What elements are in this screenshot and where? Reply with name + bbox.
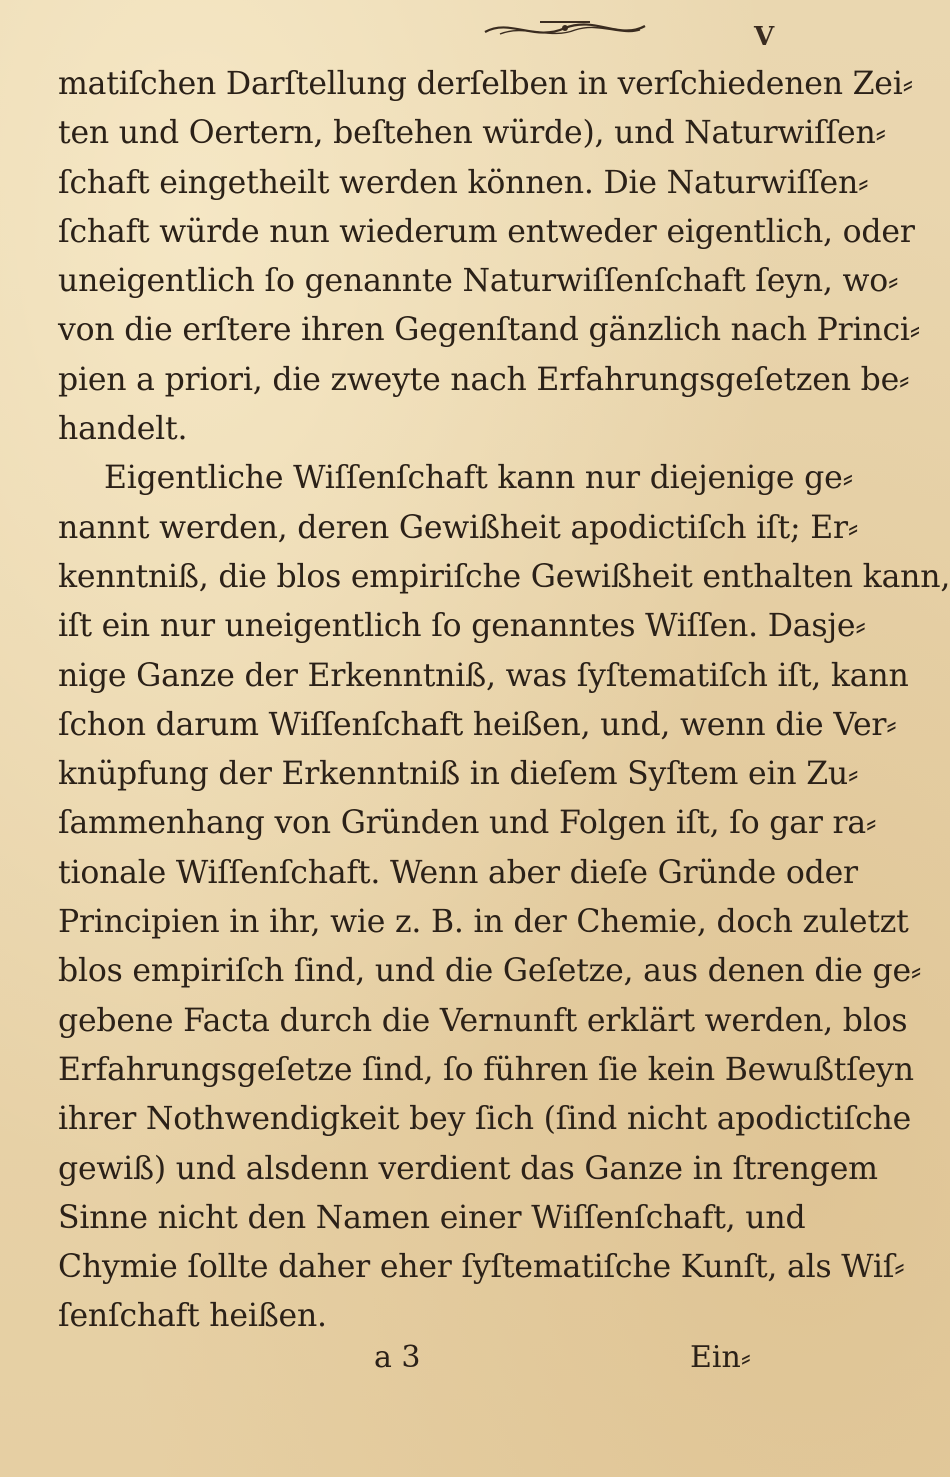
- page-footer: [0, 1340, 800, 1390]
- text-line: blos empiriſch ſind, und die Geſetze, aus denen die ge⸗: [58, 953, 922, 990]
- text-line: knüpfung der Erkenntniß in dieſem Syſtem ein Zu⸗: [58, 756, 859, 793]
- decorative-rule-ornament-icon: [480, 14, 650, 44]
- text-line: uneigentlich ſo genannte Naturwiſſenſchaft ſeyn, wo⸗: [58, 263, 899, 300]
- text-line: pien a priori, die zweyte nach Erfahrungsgeſetzen be⸗: [58, 361, 910, 398]
- text-line: ſchon darum Wiſſenſchaft heißen, und, wenn die Ver⸗: [58, 706, 897, 743]
- text-line: handelt.: [58, 411, 188, 448]
- text-line: tionale Wiſſenſchaft. Wenn aber dieſe Gründe oder: [58, 854, 858, 891]
- signature-mark: a 3: [374, 1340, 421, 1375]
- text-line: nannt werden, deren Gewißheit apodictiſch iſt; Er⸗: [58, 509, 859, 546]
- text-line: Chymie ſollte daher eher ſyſtematiſche Kunſt, als Wiſ⸗: [58, 1249, 905, 1286]
- text-line: ihrer Nothwendigkeit bey ſich (ſind nicht apodictiſche: [58, 1101, 912, 1138]
- text-line: ſchaft würde nun wiederum entweder eigentlich, oder: [58, 213, 915, 250]
- catchword: Ein⸗: [690, 1340, 751, 1375]
- text-line: ſammenhang von Gründen und Folgen iſt, ſo gar ra⸗: [58, 805, 877, 842]
- text-line: Principien in ihr, wie z. B. in der Chemie, doch zuletzt: [58, 904, 909, 941]
- text-line: Sinne nicht den Namen einer Wiſſenſchaft, und: [58, 1199, 806, 1236]
- text-line: ſchaft eingetheilt werden können. Die Naturwiſſen⸗: [58, 164, 869, 201]
- text-line: gebene Facta durch die Vernunft erklärt werden, blos: [58, 1002, 908, 1039]
- text-line: Eigentliche Wiſſenſchaft kann nur diejenige ge⸗: [104, 460, 853, 497]
- body-text: [58, 60, 950, 1342]
- text-line: nige Ganze der Erkenntniß, was ſyſtematiſch iſt, kann: [58, 657, 909, 694]
- text-line: von die erſtere ihren Gegenſtand gänzlich nach Princi⸗: [58, 312, 921, 349]
- text-line: matiſchen Darſtellung derſelben in verſchiedenen Zei⸗: [58, 66, 913, 102]
- text-line: ſenſchaft heißen.: [58, 1298, 327, 1335]
- text-line: gewiß) und alsdenn verdient das Ganze in ſtrengem: [58, 1150, 878, 1187]
- text-line: iſt ein nur uneigentlich ſo genanntes Wiſſen. Dasje⸗: [58, 608, 866, 645]
- page-number: V: [754, 22, 775, 52]
- text-line: kenntniß, die blos empiriſche Gewißheit enthalten kann,: [58, 558, 950, 595]
- text-line: ten und Oertern, beſtehen würde), und Naturwiſſen⸗: [58, 115, 886, 152]
- text-line: Erfahrungsgeſetze ſind, ſo führen ſie kein Bewußtſeyn: [58, 1051, 914, 1088]
